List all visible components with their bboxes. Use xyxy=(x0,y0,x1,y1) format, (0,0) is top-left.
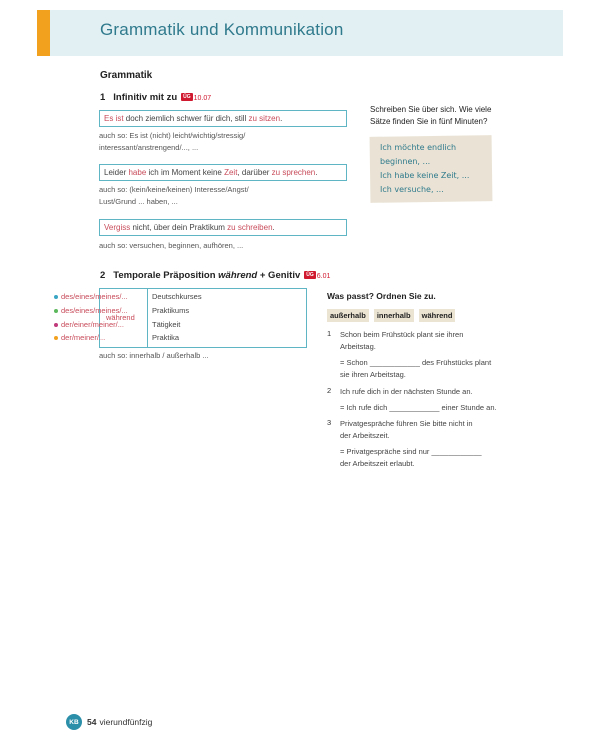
example-text: nicht, über dein Praktikum xyxy=(130,223,228,232)
section2-title xyxy=(100,270,330,281)
sticky-note-line: Ich möchte endlich xyxy=(380,143,457,152)
table-note: auch so: innerhalb / außerhalb ... xyxy=(99,351,209,360)
page-footer xyxy=(87,717,152,727)
section2-title-text: Temporale Präposition xyxy=(113,270,219,281)
note-line: auch so: (kein/keine/keinen) Interesse/Angst/ xyxy=(99,185,249,194)
table-noun: Praktika xyxy=(152,333,180,342)
example-note-2 xyxy=(99,184,249,208)
exercise-answer-line: = Privatgespräche sind nur ____________ xyxy=(340,447,482,456)
example-text: ich im Moment keine xyxy=(146,168,225,177)
exercise-answer-line: = Ich rufe dich ____________ einer Stunde an. xyxy=(340,403,497,412)
example-text: . xyxy=(272,223,275,232)
word-bank xyxy=(327,309,455,322)
exercise-answer-line: der Arbeitszeit erlaubt. xyxy=(340,459,415,468)
section1-title-text: Infinitiv mit zu xyxy=(113,92,178,103)
example-text: . xyxy=(280,114,283,123)
exercise-item-number: 2 xyxy=(327,386,332,395)
exercise-answer-line: sie ihren Arbeitstag. xyxy=(340,370,406,379)
kursbuch-badge: KB xyxy=(66,714,82,730)
note-line: auch so: Es ist (nicht) leicht/wichtig/stressig/ xyxy=(99,131,246,140)
table-article: der/einer/meiner/... xyxy=(61,320,124,329)
table-label: während xyxy=(106,313,135,322)
page-number: 54 xyxy=(87,717,97,727)
genitive-table xyxy=(99,288,307,348)
example-note-1 xyxy=(99,130,245,154)
section1-title xyxy=(100,92,211,103)
table-article: der/meiner/... xyxy=(61,333,106,342)
note-line: Lust/Grund ... haben, ... xyxy=(99,197,178,206)
example-highlight: Vergiss xyxy=(104,223,131,232)
example-text: , darüber xyxy=(237,168,272,177)
exercise-item-number: 1 xyxy=(327,329,332,338)
exercise-item-number: 3 xyxy=(327,418,332,427)
example-text: doch ziemlich schwer für dich, still xyxy=(123,114,249,123)
exercise-sentence: Ich rufe dich in der nächsten Stunde an. xyxy=(340,387,473,396)
table-article: des/eines/meines/... xyxy=(61,306,128,315)
table-article: des/eines/meines/... xyxy=(61,292,128,301)
grammar-reference-badge: ÜG xyxy=(183,94,191,100)
note-line: interessant/anstrengend/..., ... xyxy=(99,143,199,152)
sticky-note-line: Ich versuche, ... xyxy=(380,185,444,194)
exercise-sentence: Schon beim Frühstück plant sie ihren xyxy=(340,330,464,339)
exercise-question: Was passt? Ordnen Sie zu. xyxy=(327,291,436,301)
grammar-reference: 10.07 xyxy=(193,95,212,102)
grammar-heading: Grammatik xyxy=(100,70,153,81)
word-chip: während xyxy=(419,309,456,322)
example-text: . xyxy=(315,168,318,177)
example-highlight: zu schreiben xyxy=(227,223,273,232)
example-box-1 xyxy=(99,110,347,127)
table-row xyxy=(54,320,181,329)
table-noun: Tätigkeit xyxy=(152,320,181,329)
exercise-sentence: der Arbeitszeit. xyxy=(340,431,390,440)
example-highlight: zu sitzen xyxy=(248,114,281,123)
instruction-line: Schreiben Sie über sich. Wie viele xyxy=(370,105,492,114)
section1-number: 1 xyxy=(100,92,106,103)
page-number-word: vierundfünfzig xyxy=(99,717,153,727)
bullet-dot-icon xyxy=(54,295,58,299)
table-noun: Praktikums xyxy=(152,306,190,315)
example-text: Leider xyxy=(104,168,129,177)
example-box-3 xyxy=(99,219,347,236)
exercise-sentence: Arbeitstag. xyxy=(340,342,376,351)
bullet-dot-icon xyxy=(54,323,58,327)
sticky-note-line: beginnen, ... xyxy=(380,157,431,166)
table-row xyxy=(54,292,202,301)
instruction-line: Sätze finden Sie in fünf Minuten? xyxy=(370,117,488,126)
note-line: auch so: versuchen, beginnen, aufhören, ... xyxy=(99,241,244,250)
writing-task-instruction xyxy=(370,104,491,128)
table-row xyxy=(54,306,190,315)
example-note-3 xyxy=(99,240,243,252)
exercise-item-2 xyxy=(340,386,497,414)
word-chip: außerhalb xyxy=(327,309,369,322)
bullet-dot-icon xyxy=(54,336,58,340)
section2-title-suffix: + Genitiv xyxy=(257,270,301,281)
exercise-item-3 xyxy=(340,418,482,470)
section2-number: 2 xyxy=(100,270,106,281)
grammar-reference-badge: ÜG xyxy=(306,272,314,278)
example-highlight: Zeit xyxy=(224,168,238,177)
example-box-2 xyxy=(99,164,347,181)
sticky-note-line: Ich habe keine Zeit, ... xyxy=(380,171,470,180)
table-noun: Deutschkurses xyxy=(152,292,202,301)
exercise-item-1 xyxy=(340,329,491,381)
header-accent-bar xyxy=(37,10,50,56)
bullet-dot-icon xyxy=(54,309,58,313)
word-chip: innerhalb xyxy=(374,309,414,322)
exercise-answer-line: = Schon ____________ des Frühstücks plant xyxy=(340,358,492,367)
example-highlight: Es ist xyxy=(104,114,124,123)
grammar-reference: 6.01 xyxy=(316,273,331,280)
exercise-sentence: Privatgespräche führen Sie bitte nicht in xyxy=(340,419,473,428)
example-highlight: zu sprechen xyxy=(271,168,316,177)
table-row xyxy=(54,333,180,342)
example-highlight: habe xyxy=(128,168,147,177)
page-title: Grammatik und Kommunikation xyxy=(100,20,344,39)
section2-title-italic: während xyxy=(218,270,258,281)
